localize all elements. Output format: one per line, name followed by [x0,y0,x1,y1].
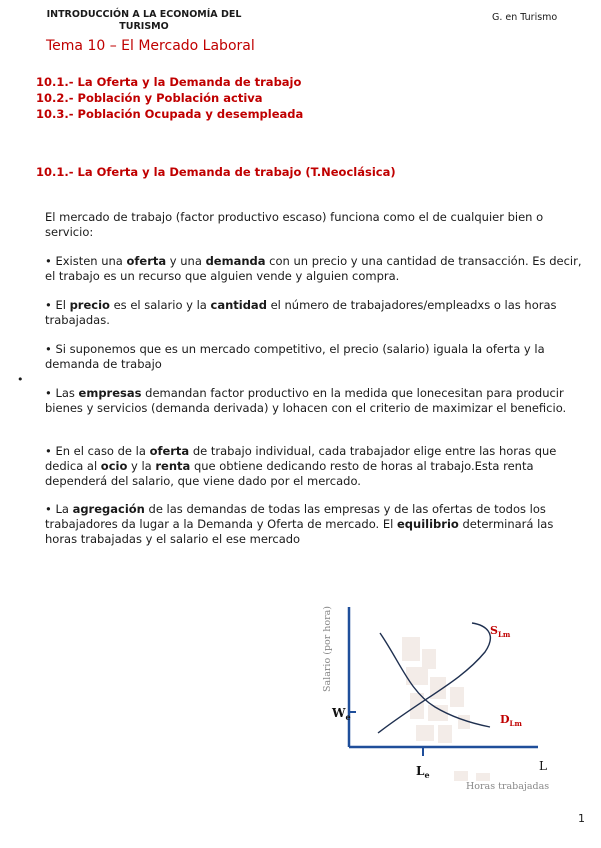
course-name-line2: TURISMO [119,21,169,32]
labor-market-diagram [310,597,560,797]
x-axis-label: Horas trabajadas [466,781,550,792]
stray-bullet: • [17,373,24,386]
supply-label: $S_{Lm}$ [490,624,511,639]
demand-label: $D_{Lm}$ [500,713,522,728]
page-title: Tema 10 – El Mercado Laboral [46,38,255,54]
y-axis-label: Salario (por hora) [322,605,333,692]
toc-item-2: 10.2.- Población y Población activa [36,91,263,105]
equilibrium-wage-label: $W_e$ [332,706,351,722]
toc-item-1: 10.1.- La Oferta y la Demanda de trabajo [36,75,302,89]
bullet-aggregation: • La agregación de las demandas de todas las empresas y de las ofertas de todos los trabajadores da lugar a la Demanda y Oferta de mercado. El equilibrio determinará las horas trabajadas y el salario el ese mercado [45,502,554,546]
bullet-individual-supply: • En el caso de la oferta de trabajo individual, cada trabajador elige entre las horas que dedica al ocio y la renta que obtiene dedicando resto de horas al trabajo.Esta renta dependerá del salario, que viene dado por el mercado. [45,444,557,488]
bullet-competitive-market: • Si suponemos que es un mercado competitivo, el precio (salario) iguala la oferta y la demanda de trabajo [45,342,545,371]
course-name-line1: INTRODUCCIÓN A LA ECONOMÍA DEL [46,9,242,20]
degree-header: G. en Turismo [492,12,558,23]
course-header [34,9,254,33]
equilibrium-quantity-label: $L_e$ [416,764,430,780]
intro-paragraph: El mercado de trabajo (factor productivo escaso) funciona como el de cualquier bien o servicio: [45,210,544,239]
bullet-price-quantity: • El precio es el salario y la cantidad el número de trabajadores/empleadxs o las horas trabajadas. [45,298,557,327]
table-of-contents [36,74,303,122]
x-axis-end-label: L [539,759,547,773]
page-number: 1 [578,812,585,825]
background-watermark [402,637,490,781]
bullet-supply-demand: • Existen una oferta y una demanda con un precio y una cantidad de transacción. Es decir, el trabajo es un recurso que alguien vende y alguien compra. [45,254,582,283]
section-heading: 10.1.- La Oferta y la Demanda de trabajo (T.Neoclásica) [36,165,396,179]
bullet-firms-demand: • Las empresas demandan factor productivo en la medida que lonecesitan para producir bienes y servicios (demanda derivada) y lohacen con el criterio de maximizar el beneficio. [45,386,567,415]
toc-item-3: 10.3.- Población Ocupada y desempleada [36,107,304,121]
